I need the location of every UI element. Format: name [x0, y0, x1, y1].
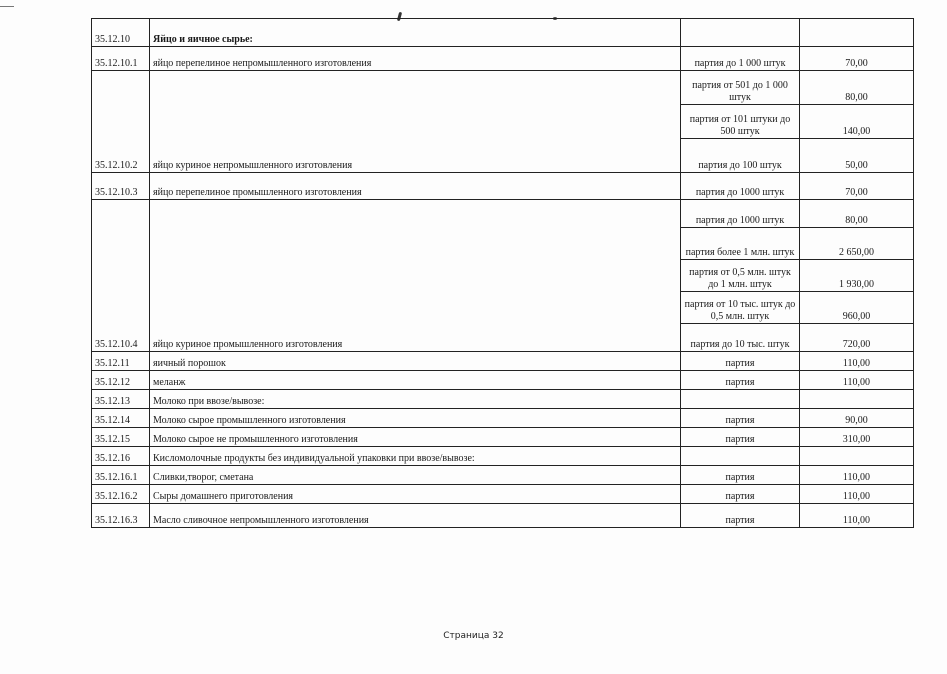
- table-row: [92, 390, 914, 409]
- row-unit: партия от 501 до 1 000 штук: [681, 71, 800, 105]
- row-name: Сыры домашнего приготовления: [150, 485, 681, 504]
- row-price: 110,00: [800, 352, 914, 371]
- row-price: 90,00: [800, 409, 914, 428]
- row-name: меланж: [150, 371, 681, 390]
- row-code: 35.12.12: [92, 371, 150, 390]
- table-row: [92, 428, 914, 447]
- row-price: 720,00: [800, 324, 914, 352]
- row-price: 70,00: [800, 47, 914, 71]
- row-price: [800, 447, 914, 466]
- row-name: Масло сливочное непромышленного изготовления: [150, 504, 681, 528]
- row-code: 35.12.16: [92, 447, 150, 466]
- row-name: яйцо перепелиное промышленного изготовления: [150, 173, 681, 200]
- row-unit: [681, 19, 800, 47]
- row-name: Кисломолочные продукты без индивидуальной упаковки при ввозе/вывозе:: [150, 447, 681, 466]
- row-code: 35.12.13: [92, 390, 150, 409]
- row-unit: партия от 101 штуки до 500 штук: [681, 105, 800, 139]
- row-unit: партия: [681, 466, 800, 485]
- row-price: 110,00: [800, 371, 914, 390]
- row-unit: партия до 1 000 штук: [681, 47, 800, 71]
- table-row: [92, 47, 914, 71]
- row-unit: партия: [681, 504, 800, 528]
- row-name: яйцо перепелиное непромышленного изготовления: [150, 47, 681, 71]
- row-unit: партия: [681, 485, 800, 504]
- table-row: [92, 352, 914, 371]
- row-price: 110,00: [800, 485, 914, 504]
- page-number: Страница 32: [443, 631, 504, 641]
- row-code: 35.12.10.1: [92, 47, 150, 71]
- row-price: [800, 19, 914, 47]
- row-price: [800, 390, 914, 409]
- table-row: [92, 409, 914, 428]
- row-unit: [681, 447, 800, 466]
- row-name: Сливки,творог, сметана: [150, 466, 681, 485]
- row-unit: партия: [681, 352, 800, 371]
- tariff-table: [91, 18, 914, 528]
- row-name: яйцо куриное промышленного изготовления: [150, 200, 681, 352]
- row-price: 310,00: [800, 428, 914, 447]
- table-row: [92, 447, 914, 466]
- row-unit: партия до 1000 штук: [681, 173, 800, 200]
- row-unit: партия: [681, 409, 800, 428]
- row-unit: партия от 10 тыс. штук до 0,5 млн. штук: [681, 292, 800, 324]
- row-price: 110,00: [800, 466, 914, 485]
- row-unit: партия от 0,5 млн. штук до 1 млн. штук: [681, 260, 800, 292]
- row-name: Молоко сырое не промышленного изготовления: [150, 428, 681, 447]
- row-unit: партия: [681, 428, 800, 447]
- row-code: 35.12.11: [92, 352, 150, 371]
- row-price: 960,00: [800, 292, 914, 324]
- row-price: 80,00: [800, 200, 914, 228]
- row-code: 35.12.10.3: [92, 173, 150, 200]
- table-row: [92, 504, 914, 528]
- row-price: 50,00: [800, 139, 914, 173]
- row-unit: партия до 100 штук: [681, 139, 800, 173]
- row-price: 2 650,00: [800, 228, 914, 260]
- row-price: 70,00: [800, 173, 914, 200]
- row-name: Яйцо и яичное сырье:: [150, 19, 681, 47]
- scan-artifact: [0, 6, 14, 7]
- table-row: [92, 200, 914, 228]
- row-code: 35.12.16.2: [92, 485, 150, 504]
- row-code: 35.12.10: [92, 19, 150, 47]
- row-unit: [681, 390, 800, 409]
- table-row: [92, 485, 914, 504]
- row-name: Молоко сырое промышленного изготовления: [150, 409, 681, 428]
- row-price: 80,00: [800, 71, 914, 105]
- row-code: 35.12.15: [92, 428, 150, 447]
- row-unit: партия более 1 млн. штук: [681, 228, 800, 260]
- row-code: 35.12.16.1: [92, 466, 150, 485]
- table-row: [92, 19, 914, 47]
- row-price: 140,00: [800, 105, 914, 139]
- row-name: яичный порошок: [150, 352, 681, 371]
- table-row: [92, 71, 914, 105]
- table-row: [92, 466, 914, 485]
- row-code: 35.12.10.2: [92, 71, 150, 173]
- row-unit: партия до 1000 штук: [681, 200, 800, 228]
- row-code: 35.12.14: [92, 409, 150, 428]
- row-name: Молоко при ввозе/вывозе:: [150, 390, 681, 409]
- row-price: 110,00: [800, 504, 914, 528]
- row-unit: партия: [681, 371, 800, 390]
- row-price: 1 930,00: [800, 260, 914, 292]
- row-name: яйцо куриное непромышленного изготовления: [150, 71, 681, 173]
- row-unit: партия до 10 тыс. штук: [681, 324, 800, 352]
- row-code: 35.12.10.4: [92, 200, 150, 352]
- table-row: [92, 173, 914, 200]
- row-code: 35.12.16.3: [92, 504, 150, 528]
- table-row: [92, 371, 914, 390]
